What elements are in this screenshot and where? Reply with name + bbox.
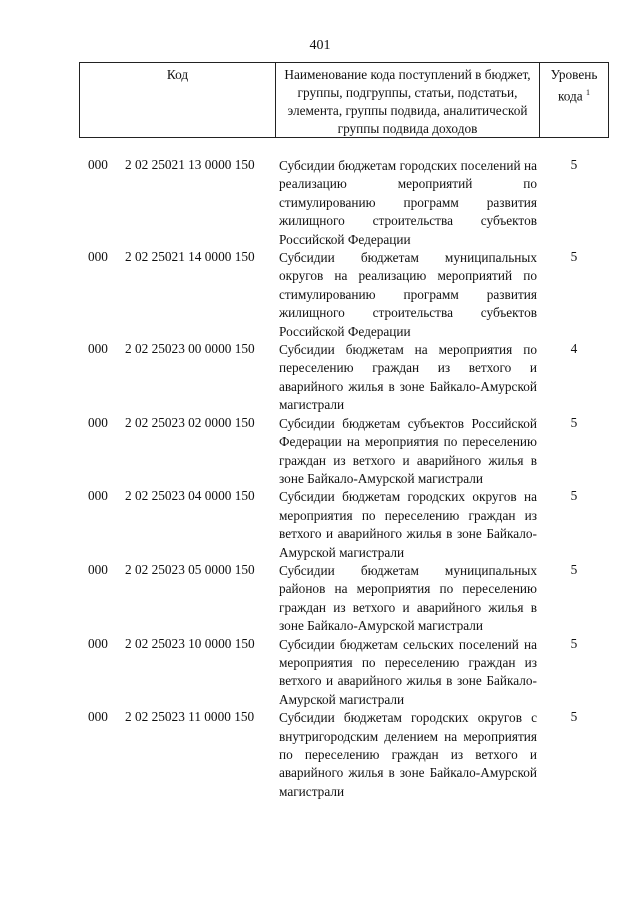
table-header	[79, 62, 609, 138]
table-row	[0, 157, 640, 249]
income-name: Субсидии бюджетам сельских поселений на мероприятия по переселению граждан из ветхого и аварийного жилья в зоне Байкало-Амурской магистрали	[279, 636, 537, 707]
table-body	[0, 157, 640, 801]
income-name: Субсидии бюджетам на мероприятия по переселению граждан из ветхого и аварийного жилья в зоне Байкало-Амурской магистрали	[279, 342, 537, 413]
income-name: Субсидии бюджетам городских поселений на реализацию мероприятий по стимулированию программ развития жилищного строительства субъектов Российской Федерации	[279, 158, 537, 247]
header-code: Код	[80, 63, 276, 137]
table-row	[0, 636, 640, 710]
income-code: 2 02 25021 14 0000 150	[125, 249, 255, 265]
income-code: 2 02 25023 00 0000 150	[125, 341, 255, 357]
table-row	[0, 709, 640, 801]
header-name: Наименование кода поступлений в бюджет, группы, подгруппы, статьи, подстатьи, элемента, группы подвида, аналитической группы подвида доходов	[276, 63, 540, 137]
table-row	[0, 415, 640, 489]
page-number: 401	[309, 38, 331, 53]
code-level: 5	[570, 635, 578, 651]
code-level: 4	[570, 341, 578, 357]
admin-code: 000	[88, 157, 108, 172]
admin-code: 000	[88, 341, 108, 357]
income-code: 2 02 25023 05 0000 150	[125, 561, 255, 577]
code-level: 5	[570, 709, 578, 725]
income-code: 2 02 25023 04 0000 150	[125, 488, 255, 504]
table-row	[0, 562, 640, 636]
income-name: Субсидии бюджетам городских округов на мероприятия по переселению граждан из ветхого и аварийного жилья в зоне Байкало-Амурской магистрали	[279, 489, 537, 560]
code-level: 5	[570, 488, 578, 504]
income-code: 2 02 25023 02 0000 150	[125, 414, 255, 430]
code-level: 5	[570, 561, 578, 577]
header-level	[540, 63, 608, 140]
code-level: 5	[570, 249, 578, 265]
footnote-marker: 1	[586, 88, 591, 97]
income-code: 2 02 25023 10 0000 150	[125, 635, 255, 651]
income-code: 2 02 25021 13 0000 150	[125, 157, 255, 172]
admin-code: 000	[88, 635, 108, 651]
code-level: 5	[570, 414, 578, 430]
table-row	[0, 249, 640, 341]
header-level-label: Уровень кода	[550, 67, 598, 104]
admin-code: 000	[88, 561, 108, 577]
admin-code: 000	[88, 709, 108, 725]
table-row	[0, 341, 640, 415]
admin-code: 000	[88, 488, 108, 504]
income-code: 2 02 25023 11 0000 150	[125, 709, 255, 725]
table-row	[0, 488, 640, 562]
admin-code: 000	[88, 414, 108, 430]
income-name: Субсидии бюджетам муниципальных районов на мероприятия по переселению граждан из ветхого и аварийного жилья в зоне Байкало-Амурской магистрали	[279, 562, 537, 634]
admin-code: 000	[88, 249, 108, 265]
code-level: 5	[570, 157, 578, 172]
income-name: Субсидии бюджетам городских округов с внутригородским делением на мероприятия по переселению граждан из ветхого и аварийного жилья в зоне Байкало-Амурской магистрали	[279, 710, 537, 799]
income-name: Субсидии бюджетам муниципальных округов на реализацию мероприятий по стимулированию программ развития жилищного строительства субъектов Российской Федерации	[279, 250, 537, 339]
income-name: Субсидии бюджетам субъектов Российской Федерации на мероприятия по переселению граждан из ветхого и аварийного жилья в зоне Байкало-Амурской магистрали	[279, 415, 537, 486]
